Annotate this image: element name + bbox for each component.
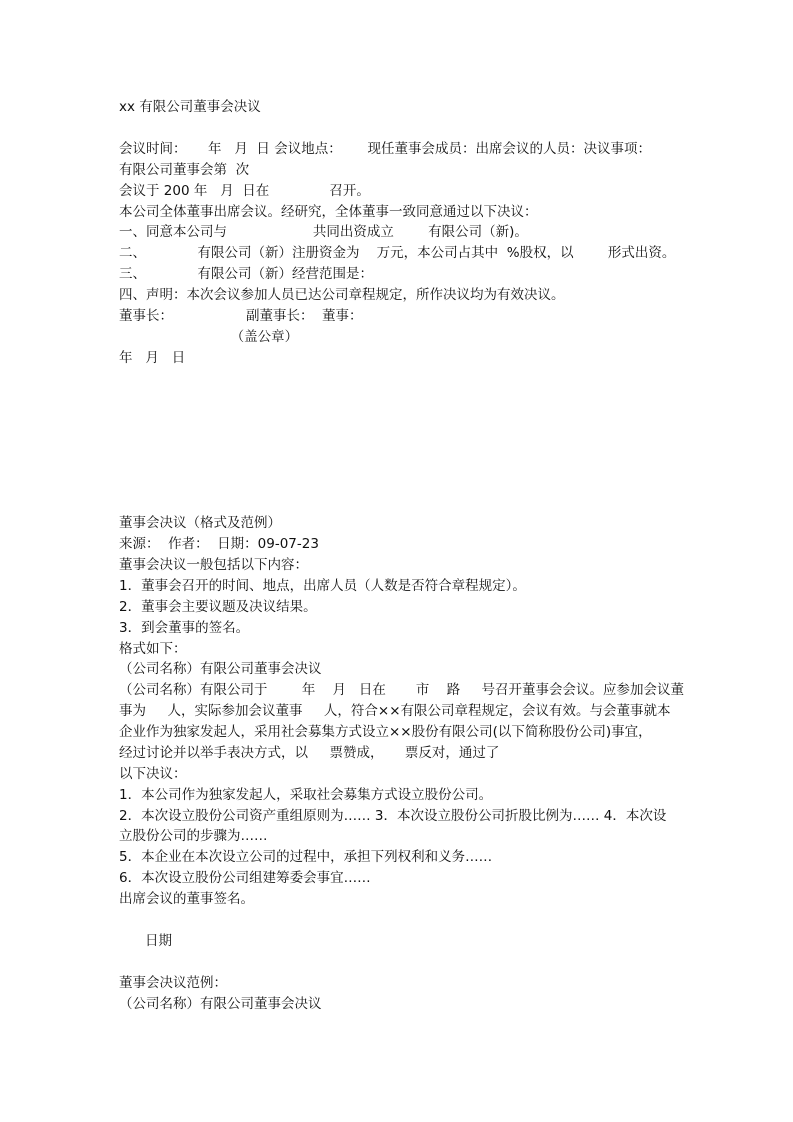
- paragraph-line: 经过讨论并以举手表决方式，以 票赞成， 票反对，通过了: [119, 745, 500, 761]
- example-label: 董事会决议范例：: [119, 975, 227, 991]
- resolution-5: 5．本企业在本次设立公司的过程中，承担下列权利和义务……: [119, 849, 493, 865]
- paragraph-line: （公司名称）有限公司于 年 月 日在 市 路 号召开董事会会议。应参加会议董: [119, 682, 685, 698]
- format-label: 格式如下：: [119, 641, 187, 657]
- section-title: 董事会决议（格式及范例）: [119, 515, 281, 531]
- source-line: 来源： 作者： 日期：09-07-23: [119, 536, 319, 552]
- paragraph-line: 事为 人，实际参加会议董事 人，符合××有限公司章程规定，会议有效。与会董事就本: [119, 703, 671, 719]
- date-label: 日期: [145, 933, 172, 949]
- resolution-label: 以下决议：: [119, 766, 187, 782]
- company-seal: （盖公章）: [119, 329, 299, 345]
- format-title: （公司名称）有限公司董事会决议: [119, 661, 322, 677]
- meeting-session: 有限公司董事会第 次: [119, 162, 250, 178]
- content-point-1: 1．董事会召开的时间、地点，出席人员（人数是否符合章程规定）。: [119, 578, 526, 594]
- paragraph-line: 企业作为独家发起人，采用社会募集方式设立××股份有限公司(以下简称股份公司)事宜，: [119, 724, 652, 740]
- resolution-item-2: 二、 有限公司（新）注册资金为 万元，本公司占其中 %股权，以 形式出资。: [119, 245, 676, 261]
- doc-title: xx 有限公司董事会决议: [119, 99, 261, 115]
- attendance-statement: 本公司全体董事出席会议。经研究，全体董事一致同意通过以下决议：: [119, 204, 538, 220]
- resolution-2-4: 2．本次设立股份公司资产重组原则为…… 3．本次设立股份公司折股比例为…… 4．本次设: [119, 808, 667, 824]
- meeting-date: 会议于 200 年 月 日在 召开。: [119, 183, 370, 199]
- resolution-item-4: 四、声明：本次会议参加人员已达公司章程规定，所作决议均为有效决议。: [119, 287, 565, 303]
- resolution-1: 1．本公司作为独家发起人，采取社会募集方式设立股份公司。: [119, 787, 493, 803]
- signers-line: 董事长： 副董事长： 董事：: [119, 308, 363, 324]
- example-title: （公司名称）有限公司董事会决议: [119, 996, 322, 1012]
- intro-line: 董事会决议一般包括以下内容：: [119, 557, 308, 573]
- signature-date: 年 月 日: [119, 350, 186, 366]
- resolution-2-4-cont: 立股份公司的步骤为……: [119, 828, 268, 844]
- content-point-3: 3．到会董事的签名。: [119, 620, 250, 636]
- meeting-info: 会议时间： 年 月 日 会议地点： 现任董事会成员：出席会议的人员：决议事项：: [119, 141, 651, 157]
- content-point-2: 2．董事会主要议题及决议结果。: [119, 599, 317, 615]
- resolution-item-1: 一、同意本公司与 共同出资成立 有限公司（新)。: [119, 224, 528, 240]
- resolution-6: 6．本次设立股份公司组建筹委会事宜……: [119, 870, 371, 886]
- signature-instruction: 出席会议的董事签名。: [119, 891, 254, 907]
- resolution-item-3: 三、 有限公司（新）经营范围是：: [119, 266, 373, 282]
